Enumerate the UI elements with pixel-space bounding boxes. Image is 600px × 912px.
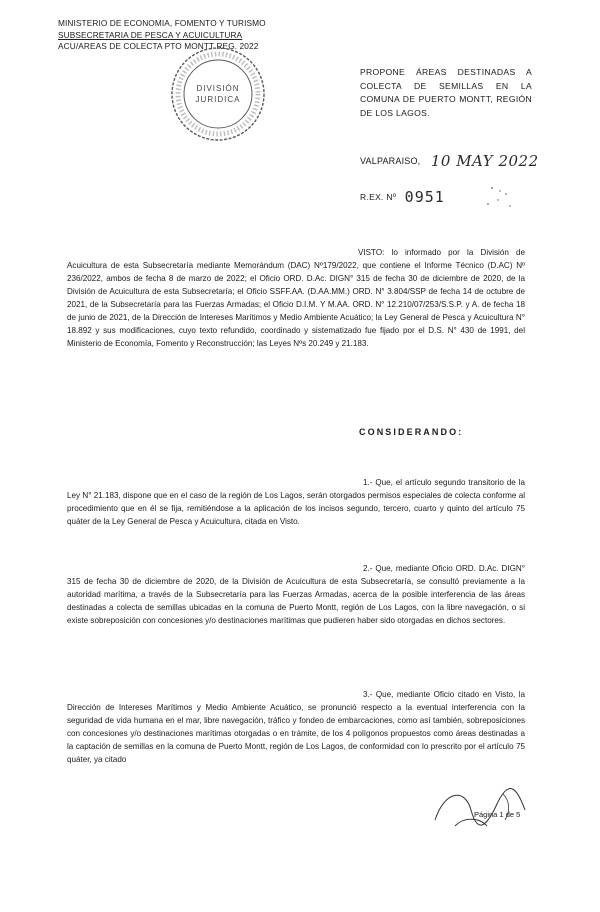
division-juridica-stamp bbox=[168, 44, 268, 144]
stamp-seal-icon bbox=[168, 44, 268, 144]
considerando-paragraph-3: 3.- Que, mediante Oficio citado en Visto, la Dirección de Intereses Marítimos y Medio Ambiente Acuático, se pronunció respecto a la eventual interferencia con la seguridad de vida humana en el mar, libre navegación, tráfico y fondeo de embarcaciones, como así también, sobreposiciones con concesiones y/o destinaciones marítimas otorgadas o en trámite, de los 4 polígonos propuestos como áreas destinadas a la captación de semillas en la comuna de Puerto Montt, región de Los Lagos, de conformidad con lo prescrito por el artículo 75 quáter, ya citado bbox=[67, 690, 525, 765]
ministry-name: MINISTERIO DE ECONOMIA, FOMENTO Y TURISMO bbox=[58, 18, 266, 28]
subsecretaria-name: SUBSECRETARIA DE PESCA Y ACUICULTURA bbox=[58, 29, 243, 40]
resolution-number-line bbox=[360, 188, 445, 206]
page-number: Página 1 de 5 bbox=[474, 810, 521, 819]
considerando-paragraph-2: 2.- Que, mediante Oficio ORD. D.Ac. DIGN° 315 de fecha 30 de diciembre de 2020, de la División de Acuicultura de esta Subsecretaría, se consultó previamente a la autoridad marítima, a través de la Subsecretaría para las Fuerzas Armadas, acerca de la posible interferencia de las áreas destinadas a colecta de semillas ubicadas en la comuna de Puerto Montt, región de Los Lagos, con la libre navegación, o si existe sobreposición con concesiones y/o destinaciones marítimas que pudieren haber sido otorgadas en dichos sectores. bbox=[67, 564, 525, 626]
date-stamp: 10 MAY 2022 bbox=[430, 152, 539, 170]
resolution-subject: PROPONE ÁREAS DESTINADAS A COLECTA DE SEMILLAS EN LA COMUNA DE PUERTO MONTT, REGIÓN DE LOS LAGOS. bbox=[360, 67, 532, 118]
rex-number: 0951 bbox=[404, 188, 445, 206]
place-label: VALPARAISO, bbox=[360, 156, 421, 166]
place-date-line bbox=[360, 152, 539, 170]
reference-code: ACU/AREAS DE COLECTA PTO MONTT REG. 2022 bbox=[58, 41, 259, 51]
ink-marks-icon bbox=[470, 180, 530, 240]
rex-label: R.EX. Nº bbox=[360, 192, 397, 202]
visto-paragraph: VISTO: lo informado por la División de Acuicultura de esta Subsecretaría mediante Memorándum (DAC) Nº179/2022, que contiene el Informe Técnico (D.AC) Nº 236/2022, ambos de fecha 8 de marzo de 2022; el Oficio ORD. D.Ac. DIGN° 315 de fecha 30 de diciembre de 2020, de la División de Acuicultura de esta Subsecretaría; el Oficio SSFF.AA. (D.AA.MM.) ORD. N° 3.804/SSP de fecha 14 de octubre de 2021, de la Subsecretaría para las Fuerzas Armadas; el Oficio D.I.M. Y M.AA. ORD. N° 12.210/07/253/S.S.P. y A. de fecha 18 de junio de 2021, de la Dirección de Intereses Marítimos y Medio Ambiente Acuático; la Ley General de Pesca y Acuicultura N° 18.892 y sus modificaciones, cuyo texto refundido, coordinado y sistematizado fue fijado por el D.S. N° 430 de 1991, del Ministerio de Economía, Fomento y Reconstrucción; las Leyes Nºs 20.249 y 21.183. bbox=[67, 248, 525, 349]
stamp-line-2: JURIDICA bbox=[195, 95, 241, 104]
considerando-heading: CONSIDERANDO: bbox=[359, 427, 464, 437]
considerando-paragraph-1: 1.- Que, el artículo segundo transitorio de la Ley N° 21.183, dispone que en el caso de la región de Los Lagos, serán otorgados permisos especiales de colecta conforme al procedimiento que en él se fija, remitiéndose a la aplicación de los incisos segundo, tercero, cuarto y quinto del artículo 75 quáter de la Ley General de Pesca y Acuicultura, citada en Visto. bbox=[67, 478, 525, 527]
stamp-line-1: DIVISIÓN bbox=[196, 84, 240, 93]
signature-initials-icon bbox=[425, 780, 535, 836]
